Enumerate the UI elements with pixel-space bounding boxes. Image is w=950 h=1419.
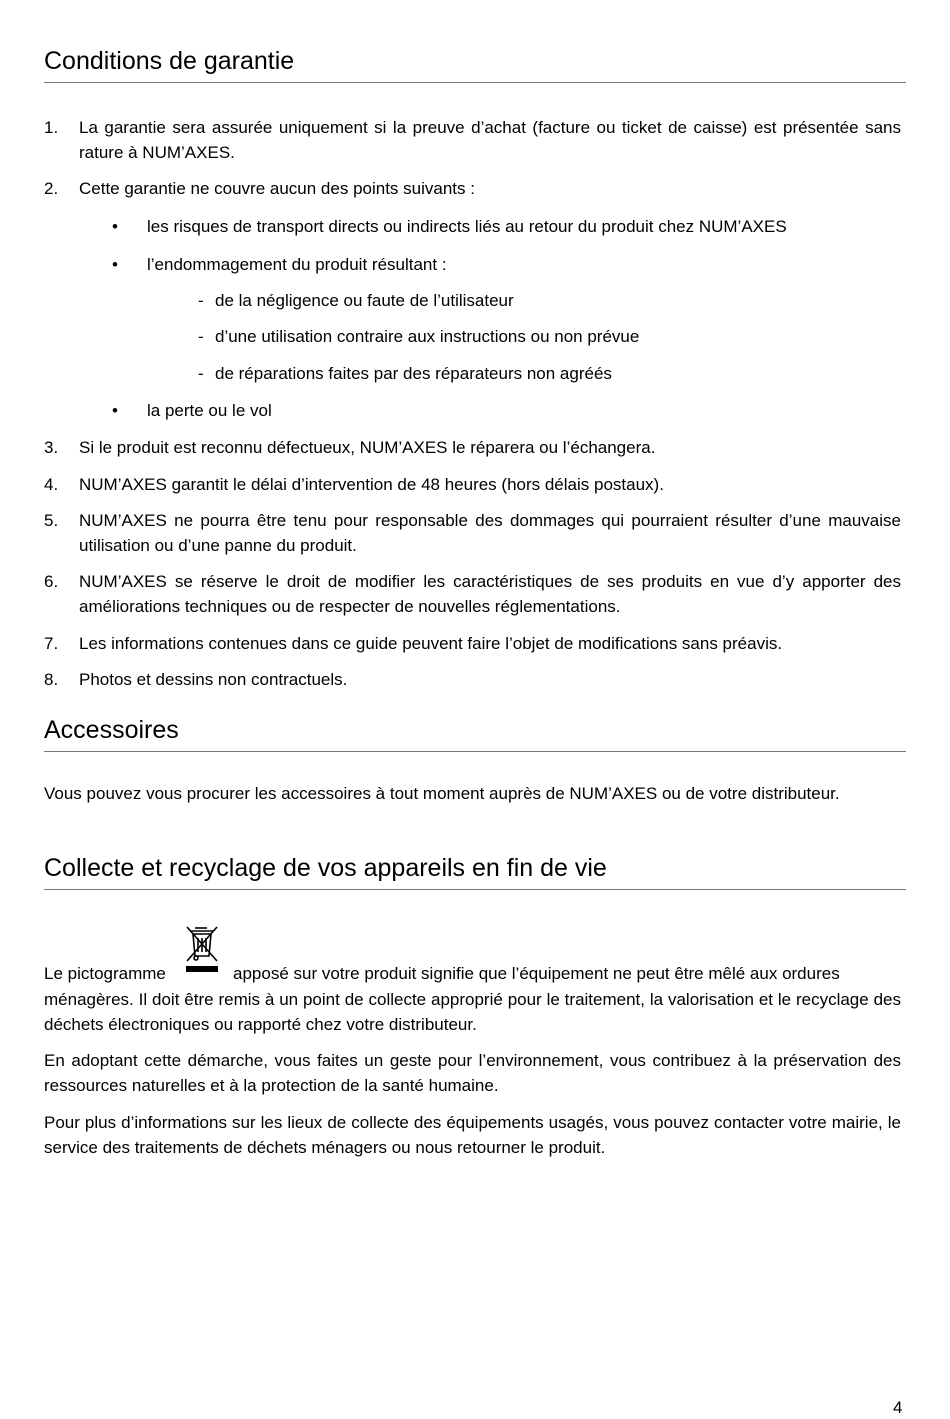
sub-item-text: d’une utilisation contraire aux instructions ou non prévue [215,327,640,346]
dash-marker: - [198,364,204,383]
accessories-paragraph: Vous pouvez vous procurer les accessoires à tout moment auprès de NUM’AXES ou de votre distributeur. [44,784,840,803]
bullet-item-text: la perte ou le vol [147,401,272,420]
bullet-marker: • [112,255,118,274]
warranty-item-number: 8. [44,670,59,689]
warranty-item-text: Si le produit est reconnu défectueux, NUM’AXES le réparera ou l’échangera. [79,438,656,457]
environment-paragraph: En adoptant cette démarche, vous faites un geste pour l’environnement, vous contribuez à la préservation des ressources naturelles et à la protection de la santé humaine. [44,1051,901,1095]
recycling-paragraph-intro: Le pictogramme [44,964,166,983]
bullet-item-text: les risques de transport directs ou indirects liés au retour du produit chez NUM’AXES [147,217,787,236]
sub-item-text: de réparations faites par des réparateurs non agréés [215,364,612,383]
warranty-item-text: NUM’AXES garantit le délai d’intervention de 48 heures (hors délais postaux). [79,475,664,494]
bullet-marker: • [112,217,118,236]
warranty-item-text: NUM’AXES se réserve le droit de modifier les caractéristiques de ses produits en vue d’y apporter des améliorations techniques ou de respecter de nouvelles réglementations. [79,572,901,616]
accessories-heading: Accessoires [44,715,906,752]
bullet-marker: • [112,401,118,420]
warranty-item-number: 3. [44,438,59,457]
warranty-item-text: NUM’AXES ne pourra être tenu pour responsable des dommages qui pourraient résulter d’une mauvaise utilisation ou d’une panne du produit. [79,511,901,555]
warranty-item-number: 4. [44,475,59,494]
crossed-out-wheelie-bin-icon [184,924,220,974]
dash-marker: - [198,291,204,310]
warranty-item-text: La garantie sera assurée uniquement si la preuve d’achat (facture ou ticket de caisse) est présentée sans rature à NUM’AXES. [79,118,901,162]
warranty-item-number: 2. [44,179,59,198]
warranty-item-text: Photos et dessins non contractuels. [79,670,348,689]
warranty-item-number: 5. [44,511,59,530]
bullet-item-text: l’endommagement du produit résultant : [147,255,447,274]
warranty-item-number: 7. [44,634,59,653]
sub-item-text: de la négligence ou faute de l’utilisateur [215,291,514,310]
page-number: 4 [893,1398,903,1417]
dash-marker: - [198,327,204,346]
warranty-item-text: Cette garantie ne couvre aucun des points suivants : [79,179,475,198]
recycling-paragraph-rest: ménagères. Il doit être remis à un point de collecte approprié pour le traitement, la valorisation et le recyclage des déchets électroniques ou rapporté chez votre distributeur. [44,990,901,1034]
warranty-heading: Conditions de garantie [44,46,906,83]
warranty-item-text: Les informations contenues dans ce guide peuvent faire l’objet de modifications sans préavis. [79,634,783,653]
more-information-paragraph: Pour plus d’informations sur les lieux de collecte des équipements usagés, vous pouvez contacter votre mairie, le service des traitements de déchets ménagers ou nous retourner le produit. [44,1113,901,1157]
warranty-item-number: 1. [44,118,59,137]
recycling-paragraph-line1: apposé sur votre produit signifie que l’équipement ne peut être mêlé aux ordures [233,964,840,983]
warranty-item-number: 6. [44,572,59,591]
recycling-heading: Collecte et recyclage de vos appareils en fin de vie [44,853,906,890]
